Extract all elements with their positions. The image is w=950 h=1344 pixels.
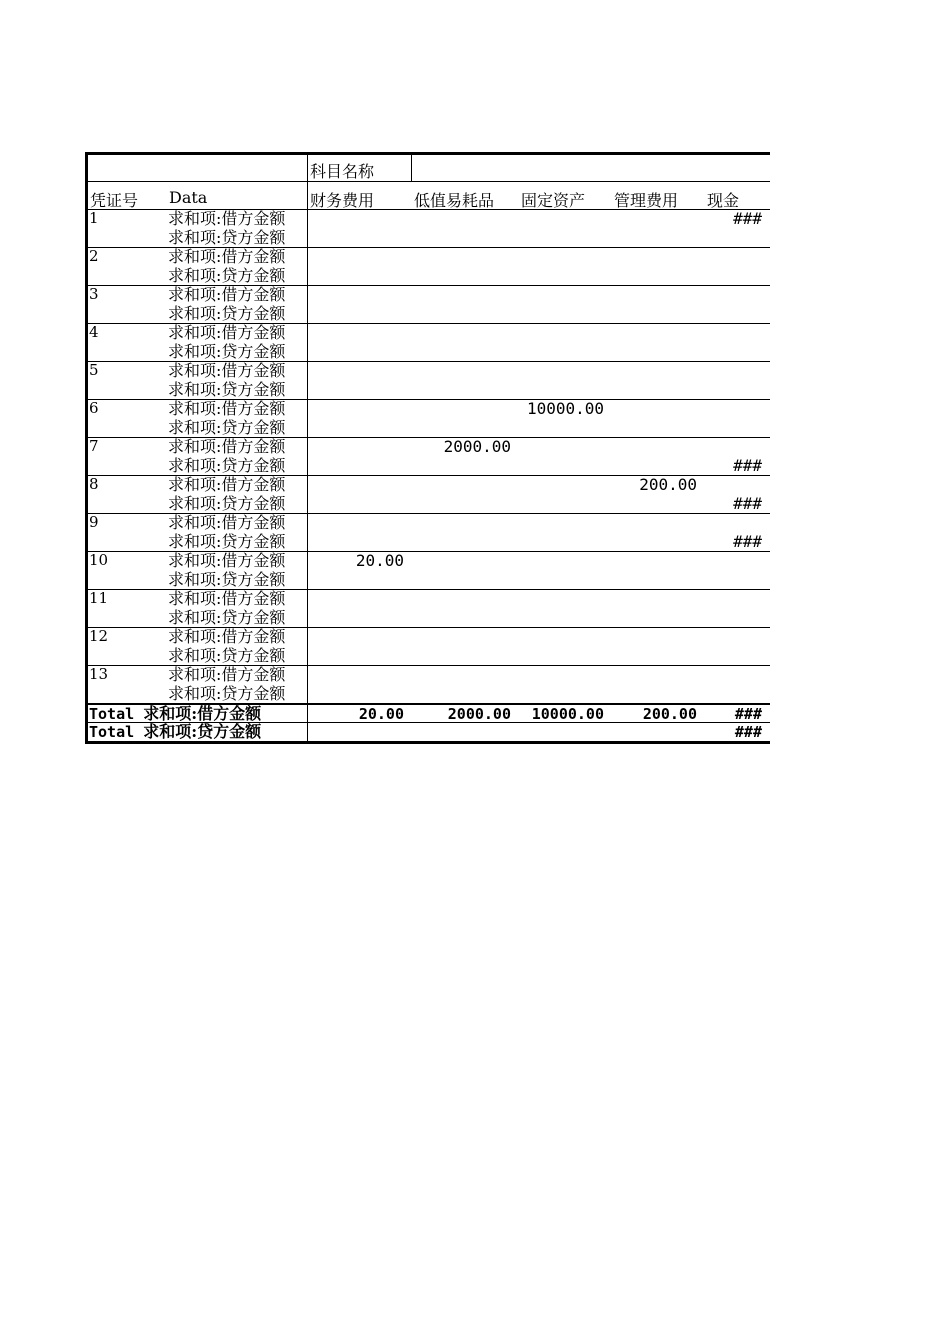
credit-row	[167, 533, 770, 552]
value-cell[interactable]	[412, 343, 519, 362]
value-cell[interactable]	[705, 571, 770, 590]
value-cell[interactable]	[519, 571, 612, 590]
total-label-gap	[134, 723, 143, 741]
value-cell[interactable]	[308, 533, 412, 552]
value-cell[interactable]	[519, 305, 612, 324]
header-row-2	[88, 182, 770, 209]
value-cell[interactable]	[412, 305, 519, 324]
value-cell[interactable]	[308, 628, 412, 647]
column-header-management[interactable]: 管理费用	[614, 191, 679, 210]
value-cell[interactable]	[705, 343, 770, 362]
pivot-totals	[88, 703, 770, 741]
value-cell[interactable]	[412, 609, 519, 628]
voucher-number[interactable]: 4	[89, 323, 99, 341]
value-cell[interactable]	[519, 647, 612, 666]
value-cell[interactable]	[412, 495, 519, 514]
value-cell[interactable]	[412, 286, 519, 305]
credit-row	[167, 267, 770, 286]
value-cell[interactable]	[519, 590, 612, 609]
debit-row	[167, 210, 770, 229]
voucher-number[interactable]: 8	[89, 475, 99, 493]
value-cell[interactable]	[412, 381, 519, 400]
value-cell[interactable]	[308, 400, 412, 419]
voucher-number[interactable]: 10	[89, 551, 109, 569]
value-cell[interactable]	[519, 381, 612, 400]
debit-measure-label: 求和项:借方金额	[167, 476, 308, 495]
debit-row	[167, 362, 770, 381]
value-cell[interactable]	[519, 533, 612, 552]
value-cell[interactable]	[705, 324, 770, 343]
value-cell[interactable]	[308, 476, 412, 495]
credit-row	[167, 571, 770, 590]
measure-rows	[167, 324, 770, 361]
value-cell[interactable]	[705, 248, 770, 267]
credit-row	[167, 609, 770, 628]
voucher-number[interactable]: 13	[89, 665, 109, 683]
value-cell[interactable]	[308, 495, 412, 514]
value-cell[interactable]	[705, 514, 770, 533]
value-cell[interactable]	[612, 533, 705, 552]
credit-measure-label: 求和项:贷方金额	[167, 305, 308, 324]
measure-rows	[167, 362, 770, 399]
value-cell[interactable]	[519, 343, 612, 362]
total-value-cell[interactable]	[519, 723, 612, 741]
total-value-cell[interactable]: 20.00	[358, 705, 404, 723]
column-header-cash[interactable]: 现金	[707, 191, 740, 210]
value-cell[interactable]	[705, 476, 770, 495]
value-cell[interactable]	[705, 685, 770, 704]
total-prefix: Total	[89, 705, 135, 723]
debit-measure-label: 求和项:借方金额	[167, 210, 308, 229]
value-cell[interactable]	[612, 248, 705, 267]
pivot-frame	[85, 152, 770, 744]
total-value-cell[interactable]: ###	[734, 723, 762, 741]
value-cell[interactable]	[519, 514, 612, 533]
column-header-fixed-assets[interactable]: 固定资产	[521, 191, 586, 210]
measure-rows	[167, 476, 770, 513]
value-cell[interactable]	[519, 476, 612, 495]
data-field-label[interactable]: Data	[167, 182, 308, 209]
credit-row	[167, 343, 770, 362]
measure-rows	[167, 400, 770, 437]
table-row-group	[88, 285, 770, 323]
pivot-table	[85, 152, 770, 744]
value-cell[interactable]	[308, 305, 412, 324]
debit-row	[167, 438, 770, 457]
measure-rows	[167, 590, 770, 627]
total-value-cell[interactable]	[412, 723, 519, 741]
table-row-group	[88, 627, 770, 665]
total-measure-label: 求和项:贷方金额	[143, 722, 262, 741]
header-row-1	[88, 155, 770, 182]
value-cell[interactable]	[412, 533, 519, 552]
value-cell[interactable]: ###	[733, 531, 762, 551]
value-cell[interactable]	[308, 286, 412, 305]
value-cell[interactable]	[612, 400, 705, 419]
value-cell[interactable]	[705, 286, 770, 305]
value-cell[interactable]	[412, 362, 519, 381]
credit-row	[167, 229, 770, 248]
debit-row	[167, 590, 770, 609]
value-cell[interactable]	[612, 419, 705, 438]
grand-total-label	[88, 705, 308, 722]
value-cell[interactable]	[412, 248, 519, 267]
value-cell[interactable]	[412, 571, 519, 590]
value-cell[interactable]	[519, 248, 612, 267]
value-cell[interactable]	[705, 267, 770, 286]
column-field-label[interactable]: 科目名称	[308, 155, 412, 181]
header-blank-cell	[412, 155, 770, 181]
debit-measure-label: 求和项:借方金额	[167, 248, 308, 267]
value-cell[interactable]	[519, 362, 612, 381]
value-cell[interactable]: ###	[733, 493, 762, 513]
value-cell[interactable]	[308, 229, 412, 248]
total-prefix: Total	[89, 723, 135, 741]
column-header-low-value[interactable]: 低值易耗品	[414, 191, 495, 210]
value-cell[interactable]	[519, 267, 612, 286]
debit-measure-label: 求和项:借方金额	[167, 590, 308, 609]
credit-row	[167, 381, 770, 400]
total-value-cell[interactable]: 200.00	[642, 705, 697, 723]
value-cell[interactable]: 200.00	[639, 475, 697, 494]
value-cell[interactable]	[308, 343, 412, 362]
value-cell[interactable]	[412, 628, 519, 647]
value-cell[interactable]	[308, 381, 412, 400]
voucher-number[interactable]: 6	[89, 399, 99, 417]
credit-measure-label: 求和项:贷方金额	[167, 647, 308, 666]
credit-measure-label: 求和项:贷方金额	[167, 685, 308, 704]
pivot-body	[88, 209, 770, 703]
debit-row	[167, 628, 770, 647]
row-field-label[interactable]: 凭证号	[90, 191, 139, 210]
value-cell[interactable]	[612, 628, 705, 647]
value-cell[interactable]	[705, 229, 770, 248]
value-cell[interactable]	[308, 267, 412, 286]
debit-measure-label: 求和项:借方金额	[167, 438, 308, 457]
value-cell[interactable]	[612, 362, 705, 381]
measure-rows	[167, 514, 770, 551]
debit-row	[167, 324, 770, 343]
measure-rows	[167, 552, 770, 589]
value-cell[interactable]	[612, 457, 705, 476]
value-cell[interactable]: 20.00	[355, 551, 404, 570]
value-cell[interactable]	[519, 685, 612, 704]
value-cell[interactable]	[705, 647, 770, 666]
credit-measure-label: 求和项:贷方金额	[167, 571, 308, 590]
value-cell[interactable]	[519, 438, 612, 457]
table-row-group	[88, 399, 770, 437]
credit-measure-label: 求和项:贷方金额	[167, 495, 308, 514]
debit-row	[167, 400, 770, 419]
value-cell[interactable]	[705, 381, 770, 400]
value-cell[interactable]	[519, 495, 612, 514]
value-cell[interactable]	[308, 457, 412, 476]
value-cell[interactable]	[412, 590, 519, 609]
table-row-group	[88, 209, 770, 247]
table-row-group	[88, 513, 770, 551]
measure-rows	[167, 666, 770, 703]
debit-measure-label: 求和项:借方金额	[167, 324, 308, 343]
value-cell[interactable]	[519, 552, 612, 571]
table-row-group	[88, 475, 770, 513]
voucher-number[interactable]: 3	[89, 285, 99, 303]
value-cell[interactable]	[412, 647, 519, 666]
debit-measure-label: 求和项:借方金额	[167, 286, 308, 305]
value-cell[interactable]	[308, 419, 412, 438]
grand-total-label	[88, 723, 308, 741]
total-measure-label: 求和项:借方金额	[143, 704, 262, 723]
credit-measure-label: 求和项:贷方金额	[167, 609, 308, 628]
total-label-gap	[134, 705, 143, 723]
value-cell[interactable]: 10000.00	[526, 399, 604, 418]
value-cell[interactable]	[612, 590, 705, 609]
voucher-number[interactable]: 7	[89, 437, 99, 455]
value-cell[interactable]	[612, 267, 705, 286]
credit-measure-label: 求和项:贷方金额	[167, 381, 308, 400]
credit-row	[167, 647, 770, 666]
total-value-cell[interactable]	[612, 723, 705, 741]
value-cell[interactable]	[412, 514, 519, 533]
measure-rows	[167, 286, 770, 323]
value-cell[interactable]	[612, 286, 705, 305]
credit-row	[167, 685, 770, 704]
value-cell[interactable]	[612, 305, 705, 324]
credit-measure-label: 求和项:贷方金额	[167, 267, 308, 286]
debit-measure-label: 求和项:借方金额	[167, 362, 308, 381]
value-cell[interactable]	[412, 419, 519, 438]
value-cell[interactable]	[612, 343, 705, 362]
measure-rows	[167, 438, 770, 475]
credit-row	[167, 495, 770, 514]
voucher-number[interactable]: 5	[89, 361, 99, 379]
value-cell[interactable]	[612, 229, 705, 248]
value-cell[interactable]	[308, 590, 412, 609]
value-cell[interactable]	[612, 514, 705, 533]
value-cell[interactable]	[308, 685, 412, 704]
value-cell[interactable]	[519, 286, 612, 305]
value-cell[interactable]	[705, 362, 770, 381]
voucher-number[interactable]: 11	[89, 589, 109, 607]
table-row-group	[88, 665, 770, 703]
measure-rows	[167, 210, 770, 247]
credit-measure-label: 求和项:贷方金额	[167, 229, 308, 248]
debit-row	[167, 248, 770, 267]
total-value-cell[interactable]: 2000.00	[447, 705, 511, 723]
value-cell[interactable]	[412, 210, 519, 229]
debit-row	[167, 514, 770, 533]
debit-measure-label: 求和项:借方金额	[167, 666, 308, 685]
voucher-number[interactable]: 12	[89, 627, 109, 645]
credit-measure-label: 求和项:贷方金额	[167, 533, 308, 552]
debit-measure-label: 求和项:借方金额	[167, 514, 308, 533]
value-cell[interactable]	[612, 324, 705, 343]
value-cell[interactable]	[612, 571, 705, 590]
credit-row	[167, 419, 770, 438]
table-row-group	[88, 323, 770, 361]
total-value-cell[interactable]	[308, 723, 412, 741]
value-cell[interactable]	[705, 419, 770, 438]
value-cell[interactable]	[612, 552, 705, 571]
value-cell[interactable]	[308, 571, 412, 590]
table-row-group	[88, 361, 770, 399]
total-value-cell[interactable]: 10000.00	[531, 705, 604, 723]
value-cell[interactable]	[705, 400, 770, 419]
value-cell[interactable]	[519, 628, 612, 647]
value-cell[interactable]	[705, 590, 770, 609]
value-cell[interactable]	[612, 495, 705, 514]
value-cell[interactable]	[705, 666, 770, 685]
value-cell[interactable]	[412, 685, 519, 704]
value-cell[interactable]	[412, 324, 519, 343]
value-cell[interactable]	[412, 229, 519, 248]
value-cell[interactable]	[519, 229, 612, 248]
value-cell[interactable]	[705, 438, 770, 457]
value-cell[interactable]	[612, 685, 705, 704]
value-cell[interactable]	[612, 210, 705, 229]
value-cell[interactable]	[519, 210, 612, 229]
voucher-number[interactable]: 9	[89, 513, 99, 531]
voucher-number[interactable]: 1	[89, 209, 99, 227]
column-header-finance[interactable]: 财务费用	[310, 191, 375, 210]
value-cell[interactable]	[308, 666, 412, 685]
value-cell[interactable]	[612, 609, 705, 628]
value-cell[interactable]	[412, 476, 519, 495]
value-cell[interactable]	[308, 514, 412, 533]
table-row-group	[88, 551, 770, 589]
credit-row	[167, 457, 770, 476]
credit-measure-label: 求和项:贷方金额	[167, 457, 308, 476]
value-cell[interactable]	[519, 609, 612, 628]
grand-total-row	[88, 703, 770, 722]
corner-cell	[88, 155, 308, 181]
value-cell[interactable]	[705, 609, 770, 628]
value-cell[interactable]	[519, 457, 612, 476]
table-row-group	[88, 247, 770, 285]
value-cell[interactable]	[519, 666, 612, 685]
value-cell[interactable]: ###	[733, 455, 762, 475]
measure-rows	[167, 248, 770, 285]
value-cell[interactable]	[308, 609, 412, 628]
credit-measure-label: 求和项:贷方金额	[167, 343, 308, 362]
debit-measure-label: 求和项:借方金额	[167, 628, 308, 647]
value-cell[interactable]: 2000.00	[443, 437, 511, 456]
debit-measure-label: 求和项:借方金额	[167, 400, 308, 419]
value-cell[interactable]	[412, 267, 519, 286]
value-cell[interactable]	[412, 400, 519, 419]
value-cell[interactable]	[308, 438, 412, 457]
value-cell[interactable]	[308, 210, 412, 229]
value-cell[interactable]	[612, 381, 705, 400]
value-cell[interactable]	[308, 362, 412, 381]
value-cell[interactable]	[412, 666, 519, 685]
value-cell[interactable]	[308, 324, 412, 343]
debit-row	[167, 476, 770, 495]
grand-total-row	[88, 722, 770, 741]
credit-row	[167, 305, 770, 324]
value-cell[interactable]	[705, 552, 770, 571]
value-cell[interactable]	[308, 248, 412, 267]
value-cell[interactable]: ###	[733, 209, 762, 228]
value-cell[interactable]	[612, 647, 705, 666]
debit-row	[167, 666, 770, 685]
table-row-group	[88, 589, 770, 627]
total-value-cell[interactable]: ###	[734, 705, 762, 723]
value-cell[interactable]	[519, 419, 612, 438]
value-cell[interactable]	[612, 666, 705, 685]
value-cell[interactable]	[412, 457, 519, 476]
debit-row	[167, 552, 770, 571]
value-cell[interactable]	[412, 552, 519, 571]
voucher-number[interactable]: 2	[89, 247, 99, 265]
value-cell[interactable]	[519, 324, 612, 343]
table-row-group	[88, 437, 770, 475]
measure-rows	[167, 628, 770, 665]
value-cell[interactable]	[705, 628, 770, 647]
value-cell[interactable]	[612, 438, 705, 457]
value-cell[interactable]	[705, 305, 770, 324]
credit-measure-label: 求和项:贷方金额	[167, 419, 308, 438]
debit-row	[167, 286, 770, 305]
value-cell[interactable]	[308, 647, 412, 666]
debit-measure-label: 求和项:借方金额	[167, 552, 308, 571]
